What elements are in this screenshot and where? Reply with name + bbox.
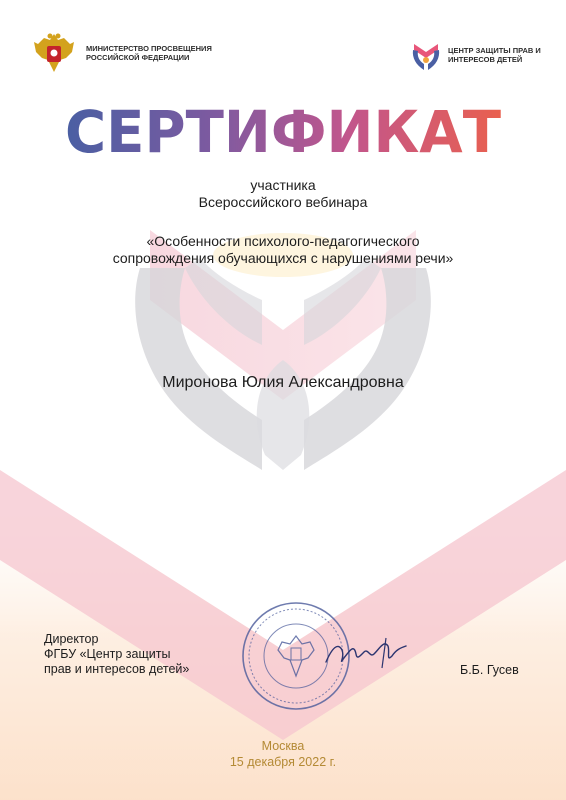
center-name: ЦЕНТР ЗАЩИТЫ ПРАВ И ИНТЕРЕСОВ ДЕТЕЙ <box>448 45 541 64</box>
certificate-title <box>0 98 566 168</box>
eagle-emblem-icon <box>30 30 78 76</box>
center-hands-logo-icon <box>410 38 442 72</box>
participant-label: участника <box>250 177 316 193</box>
issue-date: 15 декабря 2022 г. <box>229 755 337 769</box>
director-line-1: Директор <box>44 632 99 646</box>
recipient-name: Миронова Юлия Александровна <box>162 374 404 391</box>
signer-name: Б.Б. Гусев <box>460 663 519 677</box>
ministry-logo-block <box>30 30 226 76</box>
ministry-name: МИНИСТЕРСТВО ПРОСВЕЩЕНИЯ РОССИЙСКОЙ ФЕДЕРАЦИИ <box>86 43 212 62</box>
director-signature <box>320 628 410 678</box>
director-position <box>44 632 189 677</box>
webinar-topic <box>0 233 566 267</box>
topic-line-2: сопровождения обучающихся с нарушениями речи» <box>112 250 454 266</box>
director-line-2: ФГБУ «Центр защиты <box>44 647 171 661</box>
city: Москва <box>261 739 305 753</box>
center-logo-block <box>410 38 548 72</box>
director-line-3: прав и интересов детей» <box>44 662 190 676</box>
title-text: СЕРТИФИКАТ <box>65 98 502 166</box>
topic-line-1: «Особенности психолого-педагогического <box>146 233 420 249</box>
event-type: Всероссийского вебинара <box>198 194 368 210</box>
